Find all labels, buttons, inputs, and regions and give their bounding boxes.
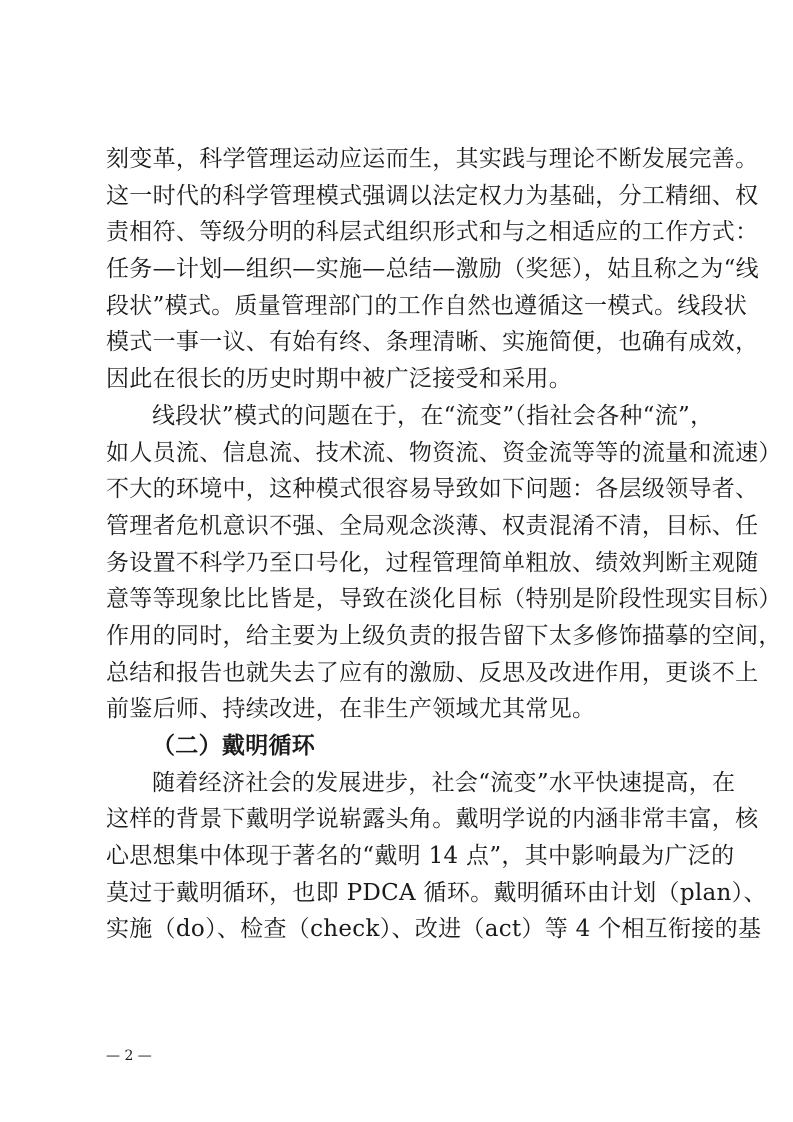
- page-number: — 2 —: [106, 1048, 152, 1064]
- section-heading: （二）戴明循环: [152, 732, 316, 759]
- text-line: 任务—计划—组织—实施—总结—激励（奖惩），姑且称之为“线: [106, 256, 759, 283]
- text-line: 前鉴后师、持续改进，在非生产领域尤其常见。: [106, 696, 596, 723]
- text-line: 莫过于戴明循环，也即 PDCA 循环。戴明循环由计划（plan）、: [106, 879, 767, 906]
- text-line: 总结和报告也就失去了应有的激励、反思及改进作用，更谈不上: [106, 659, 759, 686]
- text-line: 这样的背景下戴明学说崭露头角。戴明学说的内涵非常丰富，核: [106, 806, 759, 833]
- text-line: 责相符、等级分明的科层式组织形式和与之相适应的工作方式：: [106, 219, 759, 246]
- body-text: [106, 141, 782, 948]
- text-line: 如人员流、信息流、技术流、物资流、资金流等等的流量和流速）: [106, 439, 782, 466]
- text-line: 随着经济社会的发展进步，社会“流变”水平快速提高，在: [152, 769, 736, 796]
- text-line: 刻变革，科学管理运动应运而生，其实践与理论不断发展完善。: [106, 146, 759, 172]
- text-line: 心思想集中体现于著名的“戴明 14 点”，其中影响最为广泛的: [106, 843, 735, 870]
- text-line: 实施（do）、检查（check）、改进（act）等 4 个相互衔接的基: [106, 916, 762, 943]
- text-line: 模式一事一议、有始有终、条理清晰、实施简便，也确有成效，: [106, 329, 759, 356]
- text-line: 因此在很长的历史时期中被广泛接受和采用。: [106, 366, 572, 393]
- text-line: 这一时代的科学管理模式强调以法定权力为基础，分工精细、权: [106, 182, 759, 209]
- text-line: 段状”模式。质量管理部门的工作自然也遵循这一模式。线段状: [106, 292, 748, 319]
- text-line: 管理者危机意识不强、全局观念淡薄、权责混淆不清，目标、任: [106, 512, 759, 539]
- text-line: 线段状”模式的问题在于，在“流变”（指社会各种“流”，: [152, 402, 714, 429]
- text-line: 意等等现象比比皆是，导致在淡化目标（特别是阶段性现实目标）: [106, 586, 782, 613]
- text-line: 不大的环境中，这种模式很容易导致如下问题：各层级领导者、: [106, 476, 759, 503]
- text-line: 作用的同时，给主要为上级负责的报告留下太多修饰描摹的空间，: [106, 622, 782, 649]
- text-line: 务设置不科学乃至口号化，过程管理简单粗放、绩效判断主观随: [106, 549, 759, 576]
